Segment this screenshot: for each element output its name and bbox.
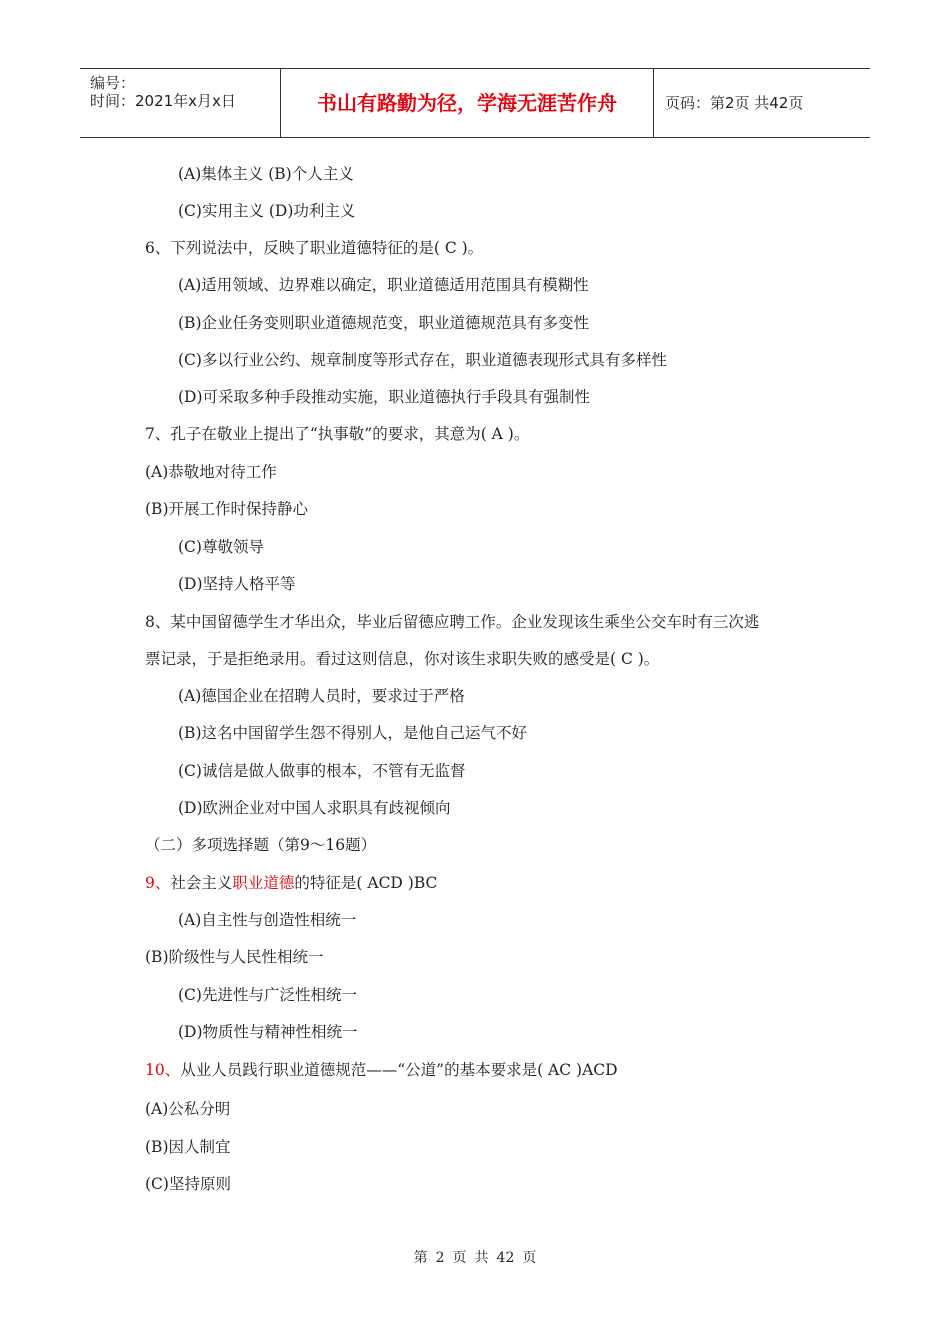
option-line: (A)自主性与创造性相统一 bbox=[178, 911, 357, 929]
question-text: 的特征是( ACD )BC bbox=[294, 874, 438, 892]
header-meta-cell bbox=[80, 69, 281, 137]
option-line: (C)多以行业公约、规章制度等形式存在，职业道德表现形式具有多样性 bbox=[178, 351, 667, 369]
question-number: 10、 bbox=[145, 1061, 181, 1079]
option-line: (D)坚持人格平等 bbox=[178, 575, 296, 593]
question-7: 7、孔子在敬业上提出了“执事敬”的要求，其意为( A )。 bbox=[145, 425, 530, 443]
option-line: (A)德国企业在招聘人员时，要求过于严格 bbox=[178, 687, 465, 705]
option-line: (B)企业任务变则职业道德规范变，职业道德规范具有多变性 bbox=[178, 314, 589, 332]
footer-text: 共 bbox=[474, 1250, 489, 1266]
option-line: (B)开展工作时保持静心 bbox=[145, 500, 308, 518]
option-line: (B)这名中国留学生怨不得别人，是他自己运气不好 bbox=[178, 724, 527, 742]
question-8-line1: 8、某中国留德学生才华出众，毕业后留德应聘工作。企业发现该生乘坐公交车时有三次逃 bbox=[145, 613, 760, 631]
option-line: (A)恭敬地对待工作 bbox=[145, 463, 277, 481]
highlighted-term: 职业道德 bbox=[232, 874, 295, 892]
option-line: (C)尊敬领导 bbox=[178, 538, 264, 556]
option-line: (C)诚信是做人做事的根本，不管有无监督 bbox=[178, 762, 466, 780]
question-6: 6、下列说法中，反映了职业道德特征的是( C )。 bbox=[145, 239, 484, 257]
footer-page-number: 2 bbox=[435, 1250, 445, 1266]
page-header bbox=[80, 68, 870, 138]
question-text: 从业人员践行职业道德规范——“公道”的基本要求是( AC )ACD bbox=[180, 1061, 618, 1079]
question-10 bbox=[145, 1058, 618, 1080]
option-line: (C)实用主义 (D)功利主义 bbox=[178, 202, 356, 220]
question-number: 9、 bbox=[145, 874, 171, 892]
question-8-line2: 票记录，于是拒绝录用。看过这则信息，你对该生求职失败的感受是( C )。 bbox=[145, 650, 660, 668]
option-line: (A)集体主义 (B)个人主义 bbox=[178, 165, 354, 183]
header-motto: 书山有路勤为径，学海无涯苦作舟 bbox=[281, 69, 654, 137]
footer-text: 页 bbox=[452, 1250, 467, 1266]
header-page-info: 页码：第2页 共42页 bbox=[665, 94, 804, 112]
option-line: (B)因人制宜 bbox=[145, 1138, 231, 1156]
number-label: 编号： bbox=[90, 74, 136, 92]
question-text: 社会主义 bbox=[170, 874, 233, 892]
option-line: (D)可采取多种手段推动实施，职业道德执行手段具有强制性 bbox=[178, 388, 591, 406]
option-line: (B)阶级性与人民性相统一 bbox=[145, 948, 324, 966]
question-9 bbox=[145, 871, 437, 893]
option-line: (A)适用领域、边界难以确定，职业道德适用范围具有模糊性 bbox=[178, 276, 589, 294]
section-heading: （二）多项选择题（第9～16题） bbox=[145, 836, 377, 854]
time-label: 时间：2021年x月x日 bbox=[90, 92, 236, 110]
footer-total-pages: 42 bbox=[496, 1250, 515, 1266]
page-footer bbox=[0, 1247, 950, 1267]
option-line: (D)物质性与精神性相统一 bbox=[178, 1023, 358, 1041]
option-line: (C)坚持原则 bbox=[145, 1175, 231, 1193]
option-line: (C)先进性与广泛性相统一 bbox=[178, 986, 357, 1004]
footer-text: 第 bbox=[413, 1250, 428, 1266]
option-line: (A)公私分明 bbox=[145, 1100, 231, 1118]
footer-text: 页 bbox=[522, 1250, 537, 1266]
option-line: (D)欧洲企业对中国人求职具有歧视倾向 bbox=[178, 799, 451, 817]
